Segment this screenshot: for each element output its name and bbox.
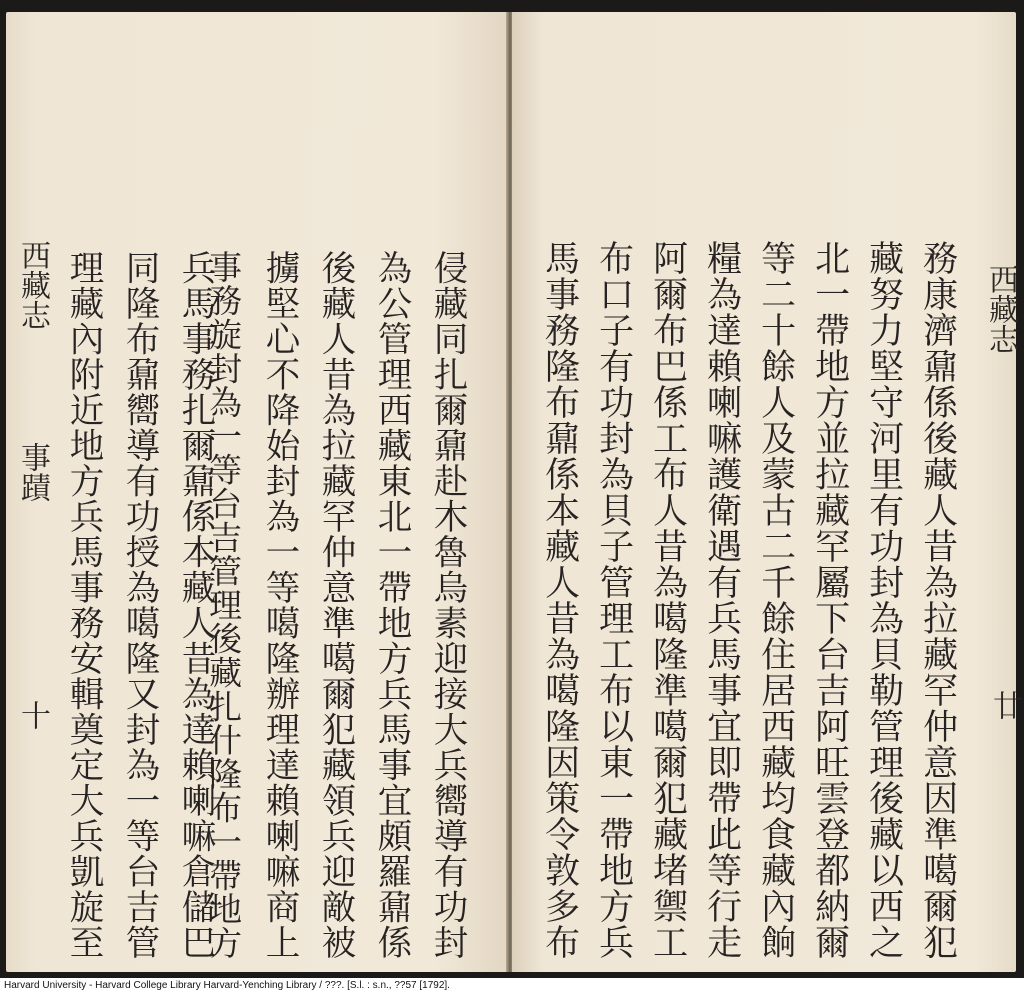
- show-through: [86, 202, 130, 232]
- library-caption: Harvard University - Harvard College Library Harvard-Yenching Library / ???. [S.l. : s.n., ??57 [1792].: [4, 980, 450, 991]
- left-margin-title: 西藏志: [15, 240, 50, 330]
- text-column-left-4: 擄堅心不降始封為一等噶隆辦理達賴喇嘛商上: [259, 250, 299, 960]
- text-column-left-1: 侵藏同扎爾鼐赴木魯烏素迎接大兵嚮導有功封: [427, 250, 467, 960]
- right-page: [512, 12, 1022, 972]
- right-folio: 廿: [987, 690, 1022, 720]
- text-column-right-3: 北一帶地方並拉藏罕屬下台吉阿旺雲登都納爾: [809, 240, 850, 960]
- text-column-left-6: 兵馬事務扎爾鼐係本藏人昔為達賴喇嘛倉儲巴: [175, 250, 215, 960]
- text-column-left-2: 為公管理西藏東北一帶地方兵馬事宜頗羅鼐係: [371, 250, 411, 960]
- text-column-right-7: 布口子有功封為貝子管理工布以東一帶地方兵: [593, 240, 634, 960]
- text-column-right-6: 阿爾布巴係工布人昔為噶隆準噶爾犯藏堵禦工: [647, 240, 688, 960]
- left-margin-section: 事蹟: [15, 442, 50, 502]
- text-column-left-3: 後藏人昔為拉藏罕仲意準噶爾犯藏領兵迎敵被: [315, 250, 355, 960]
- text-column-right-4: 等二十餘人及蒙古二千餘住居西藏均食藏內餉: [755, 240, 796, 960]
- text-column-right-5: 糧為達賴喇嘛護衛遇有兵馬事宜即帶此等行走: [701, 240, 742, 960]
- text-column-left-5: 事務旋封為一等台吉管理後藏扎什隆布一帶地方: [204, 250, 243, 960]
- right-margin-title: 西藏志: [983, 264, 1018, 354]
- text-column-left-7: 同隆布鼐嚮導有功授為噶隆又封為一等台吉管: [119, 250, 159, 960]
- left-folio: 十: [15, 700, 50, 730]
- text-column-right-2: 藏努力堅守河里有功封為貝勒管理後藏以西之: [863, 240, 904, 960]
- text-column-right-8: 馬事務隆布鼐係本藏人昔為噶隆因策令敦多布: [539, 240, 580, 960]
- text-column-left-8: 理藏內附近地方兵馬事務安輯奠定大兵凱旋至: [63, 250, 103, 960]
- text-column-right-1: 務康濟鼐係後藏人昔為拉藏罕仲意因準噶爾犯: [917, 240, 958, 960]
- left-page: [6, 12, 510, 972]
